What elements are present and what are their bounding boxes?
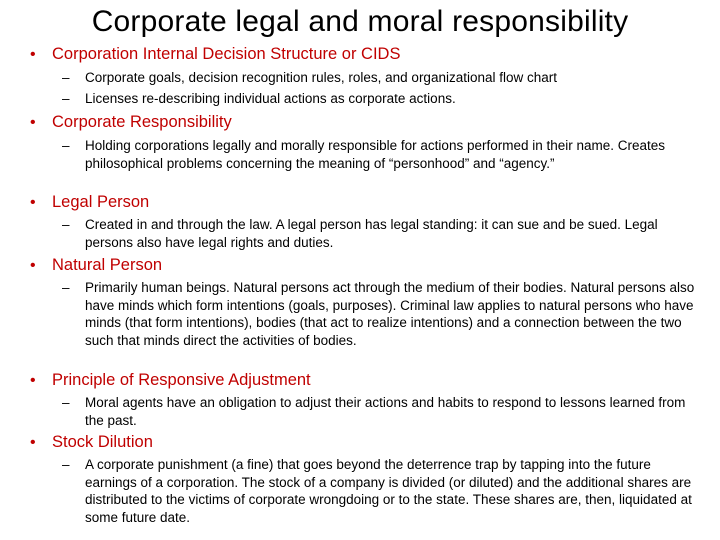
bullet-natural-person bbox=[30, 255, 162, 276]
sub-bullet-text: Holding corporations legally and morally responsible for actions performed in their name. Creates philosophical problems concerning the meaning of “personhood” and “agency.” bbox=[85, 138, 666, 171]
bullet-heading: Corporation Internal Decision Structure or CIDS bbox=[52, 45, 401, 63]
bullet-dot-icon: • bbox=[30, 114, 36, 131]
bullet-heading: Natural Person bbox=[52, 256, 163, 274]
sub-bullet-text: Licenses re-describing individual actions as corporate actions. bbox=[85, 91, 456, 106]
bullet-responsive-adjustment bbox=[30, 370, 311, 391]
slide-title: Corporate legal and moral responsibility bbox=[91, 5, 629, 38]
sub-bullet bbox=[62, 216, 697, 251]
bullet-heading: Principle of Responsive Adjustment bbox=[52, 371, 311, 389]
sub-bullet bbox=[62, 279, 697, 349]
sub-bullet-text: Corporate goals, decision recognition rules, roles, and organizational flow chart bbox=[85, 70, 558, 85]
dash-icon: – bbox=[62, 395, 70, 410]
sub-bullet-text: Primarily human beings. Natural persons act through the medium of their bodies. Natural persons also have minds which form intentions (goals, purposes). Criminal law applies to natural persons who have minds (that form intentions), bodies (that act to realize intentions) and a connection between the two such that minds direct the activities of bodies. bbox=[85, 280, 695, 348]
dash-icon: – bbox=[62, 91, 70, 106]
bullet-dot-icon: • bbox=[30, 434, 36, 451]
sub-bullet bbox=[62, 394, 697, 429]
sub-bullet-text: Created in and through the law. A legal person has legal standing: it can sue and be sued. Legal persons also have legal rights and duties. bbox=[85, 217, 658, 250]
dash-icon: – bbox=[62, 217, 70, 232]
dash-icon: – bbox=[62, 280, 70, 295]
dash-icon: – bbox=[62, 138, 70, 153]
bullet-dot-icon: • bbox=[30, 46, 36, 63]
bullet-dot-icon: • bbox=[30, 257, 36, 274]
sub-bullet-text: A corporate punishment (a fine) that goes beyond the deterrence trap by tapping into the future earnings of a corporation. The stock of a company is divided (or diluted) and the additional shares are distributed to the victims of corporate wrongdoing or to the state. These shares are, then, liquidated at some future date. bbox=[85, 457, 692, 525]
sub-bullet bbox=[62, 90, 697, 108]
dash-icon: – bbox=[62, 457, 70, 472]
bullet-cids bbox=[30, 44, 400, 65]
sub-bullet bbox=[62, 456, 697, 526]
bullet-heading: Legal Person bbox=[52, 193, 150, 211]
bullet-stock-dilution bbox=[30, 432, 153, 453]
sub-bullet-text: Moral agents have an obligation to adjust their actions and habits to respond to lessons learned from the past. bbox=[85, 395, 686, 428]
bullet-heading: Stock Dilution bbox=[52, 433, 153, 451]
sub-bullet bbox=[62, 69, 697, 87]
bullet-heading: Corporate Responsibility bbox=[52, 113, 232, 131]
sub-bullet bbox=[62, 137, 697, 172]
bullet-dot-icon: • bbox=[30, 372, 36, 389]
bullet-corporate-responsibility bbox=[30, 112, 232, 133]
bullet-legal-person bbox=[30, 192, 149, 213]
dash-icon: – bbox=[62, 70, 70, 85]
bullet-dot-icon: • bbox=[30, 194, 36, 211]
